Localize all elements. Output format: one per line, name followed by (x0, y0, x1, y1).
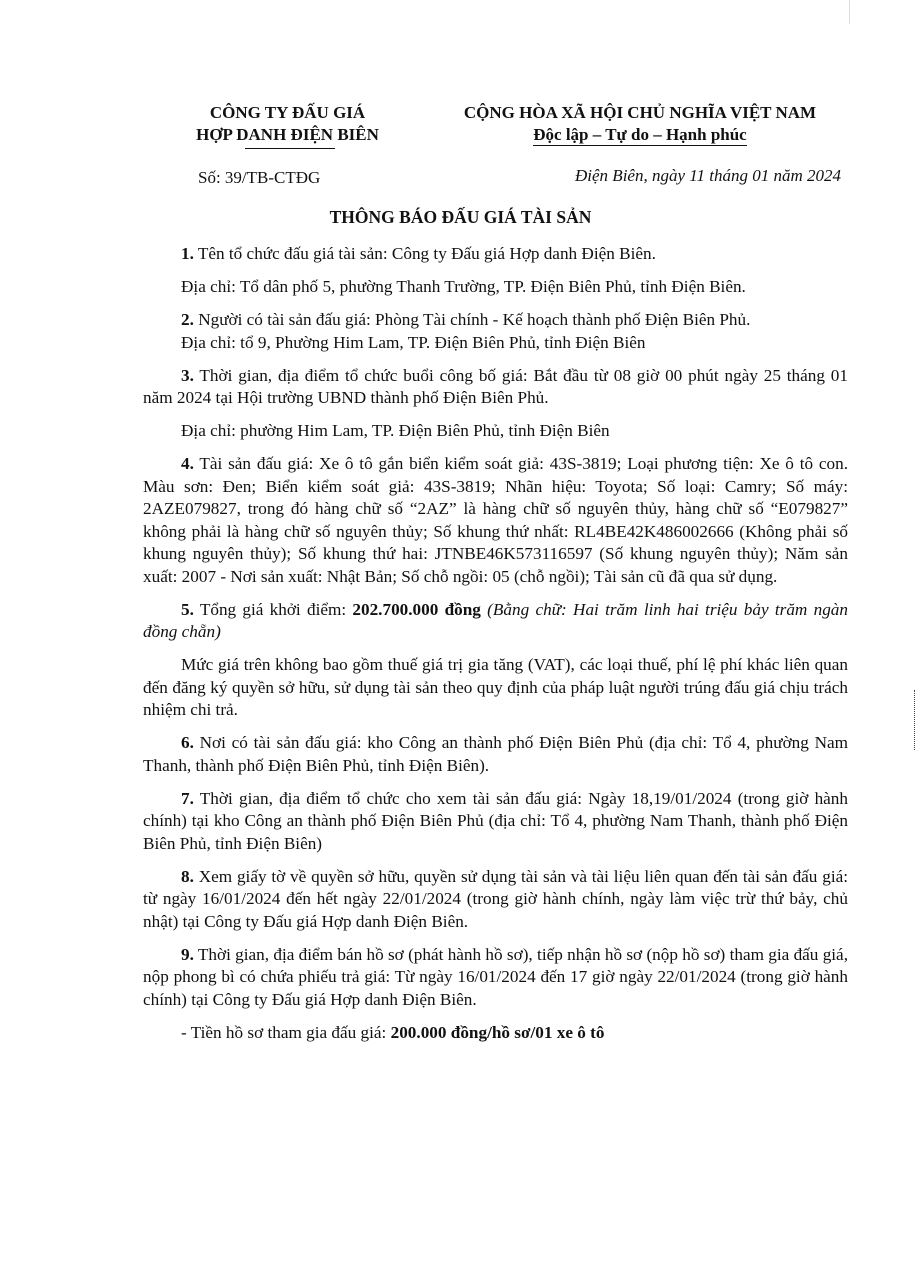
section-text: Tài sản đấu giá: Xe ô tô gắn biển kiểm soát giả: 43S-3819; Loại phương tiện: Xe ô tô con. Màu sơn: Đen; Biển kiểm soát giả: 43S-3819; Nhãn hiệu: Toyota; Số loại: Camry; Số máy: 2AZE079827, trong đó hàng chữ số “2AZ” là hàng chữ số nguyên thủy, hàng chữ số “E079827” không phải là hàng chữ số nguyên thủy; Số khung thứ nhất: RL4BE42K486002666 (Không phải số khung nguyên thủy); Số khung thứ hai: JTNBE46K573116597 (Số khung nguyên thủy); Năm sản xuất: 2007 - Nơi sản xuất: Nhật Bản; Số chỗ ngồi: 05 (chỗ ngồi); Tài sản cũ đã qua sử dụng. (143, 454, 848, 586)
document-number: Số: 39/TB-CTĐG (198, 168, 321, 187)
nation-title: CỘNG HÒA XÃ HỘI CHỦ NGHĨA VIỆT NAM (463, 103, 817, 122)
company-name-line1: CÔNG TY ĐẤU GIÁ (209, 103, 366, 122)
issuer-block (175, 102, 400, 146)
section-6 (143, 732, 848, 777)
section-9 (143, 944, 848, 1012)
section-7 (143, 788, 848, 856)
section-number: 7. (181, 788, 194, 808)
document-date: Điện Biên, ngày 11 tháng 01 năm 2024 (575, 166, 841, 185)
section-5 (143, 599, 848, 644)
section-number: 6. (181, 733, 194, 752)
section-number: 3. (181, 365, 194, 385)
section-number: 1. (181, 244, 194, 263)
section-1-address: Địa chỉ: Tổ dân phố 5, phường Thanh Trường, TP. Điện Biên Phủ, tỉnh Điện Biên. (181, 277, 746, 296)
section-5-note: Mức giá trên không bao gồm thuế giá trị gia tăng (VAT), các loại thuế, phí lệ phí khác liên quan đến đăng ký quyền sở hữu, sử dụng tài sản theo quy định của pháp luật người trúng đấu giá chịu trách nhiệm chi trả. (143, 655, 848, 719)
section-3 (143, 365, 848, 410)
document-title: THÔNG BÁO ĐẤU GIÁ TÀI SẢN (329, 207, 592, 227)
section-2 (143, 309, 848, 332)
scan-edge-mark (914, 690, 919, 750)
national-motto: Độc lập – Tự do – Hạnh phúc (533, 125, 747, 144)
section-text: Tổng giá khởi điểm: (193, 599, 353, 619)
section-4 (143, 453, 848, 588)
section-text: Tên tổ chức đấu giá tài sản: Công ty Đấu giá Hợp danh Điện Biên. (193, 244, 656, 263)
starting-price: 202.700.000 đồng (352, 599, 481, 619)
company-underline (245, 148, 335, 149)
section-text: Thời gian, địa điểm bán hồ sơ (phát hành hồ sơ), tiếp nhận hồ sơ (nộp hồ sơ) tham gia đấu giá, nộp phong bì có chứa phiếu trả giá: Từ ngày 16/01/2024 đến 17 giờ ngày 22/01/2024 (trong giờ hành chính) tại Công ty Đấu giá Hợp danh Điện Biên. (143, 944, 848, 1009)
starting-price-words: (Bằng chữ: Hai trăm linh hai triệu bảy trăm ngàn đồng chẵn) (143, 599, 848, 641)
section-number: 8. (181, 866, 194, 886)
section-1 (143, 243, 848, 266)
scan-edge-line (849, 0, 851, 24)
company-name-line2: HỢP DANH ĐIỆN BIÊN (196, 125, 379, 144)
section-text: Thời gian, địa điểm tổ chức cho xem tài sản đấu giá: Ngày 18,19/01/2024 (trong giờ hành chính) tại kho Công an thành phố Điện Biên Phủ (địa chỉ: Tổ 4, phường Nam Thanh, thành phố Điện Biên Phủ, tỉnh Điện Biên) (143, 788, 848, 853)
section-9-fee (143, 1022, 848, 1045)
section-text: Nơi có tài sản đấu giá: kho Công an thành phố Điện Biên Phủ (địa chỉ: Tổ 4, phường Nam Thanh, thành phố Điện Biên Phủ, tỉnh Điện Biên). (143, 733, 848, 775)
section-3-address: Địa chỉ: phường Him Lam, TP. Điện Biên Phủ, tỉnh Điện Biên (181, 421, 610, 440)
fee-value: 200.000 đồng/hồ sơ/01 xe ô tô (390, 1022, 605, 1042)
national-heading (430, 102, 850, 146)
section-text: Thời gian, địa điểm tổ chức buổi công bố giá: Bắt đầu từ 08 giờ 00 phút ngày 25 tháng 01 năm 2024 tại Hội trường UBND thành phố Điện Biên Phủ. (143, 365, 848, 407)
section-number: 9. (181, 944, 194, 964)
section-text: Xem giấy tờ về quyền sở hữu, quyền sử dụng tài sản và tài liệu liên quan đến tài sản đấu giá: từ ngày 16/01/2024 đến hết ngày 22/01/2024 (trong giờ hành chính, ngày làm việc trừ thứ bảy, chủ nhật) tại Công ty Đấu giá Hợp danh Điện Biên. (143, 866, 848, 931)
document-body (143, 243, 848, 1055)
section-number: 2. (181, 310, 194, 329)
fee-label: - Tiền hồ sơ tham gia đấu giá: (181, 1022, 391, 1042)
section-number: 4. (181, 454, 194, 473)
section-number: 5. (181, 599, 194, 619)
section-8 (143, 866, 848, 934)
section-text: Người có tài sản đấu giá: Phòng Tài chính - Kế hoạch thành phố Điện Biên Phủ. (193, 310, 751, 329)
section-2-address: Địa chỉ: tổ 9, Phường Him Lam, TP. Điện Biên Phủ, tỉnh Điện Biên (181, 332, 646, 352)
